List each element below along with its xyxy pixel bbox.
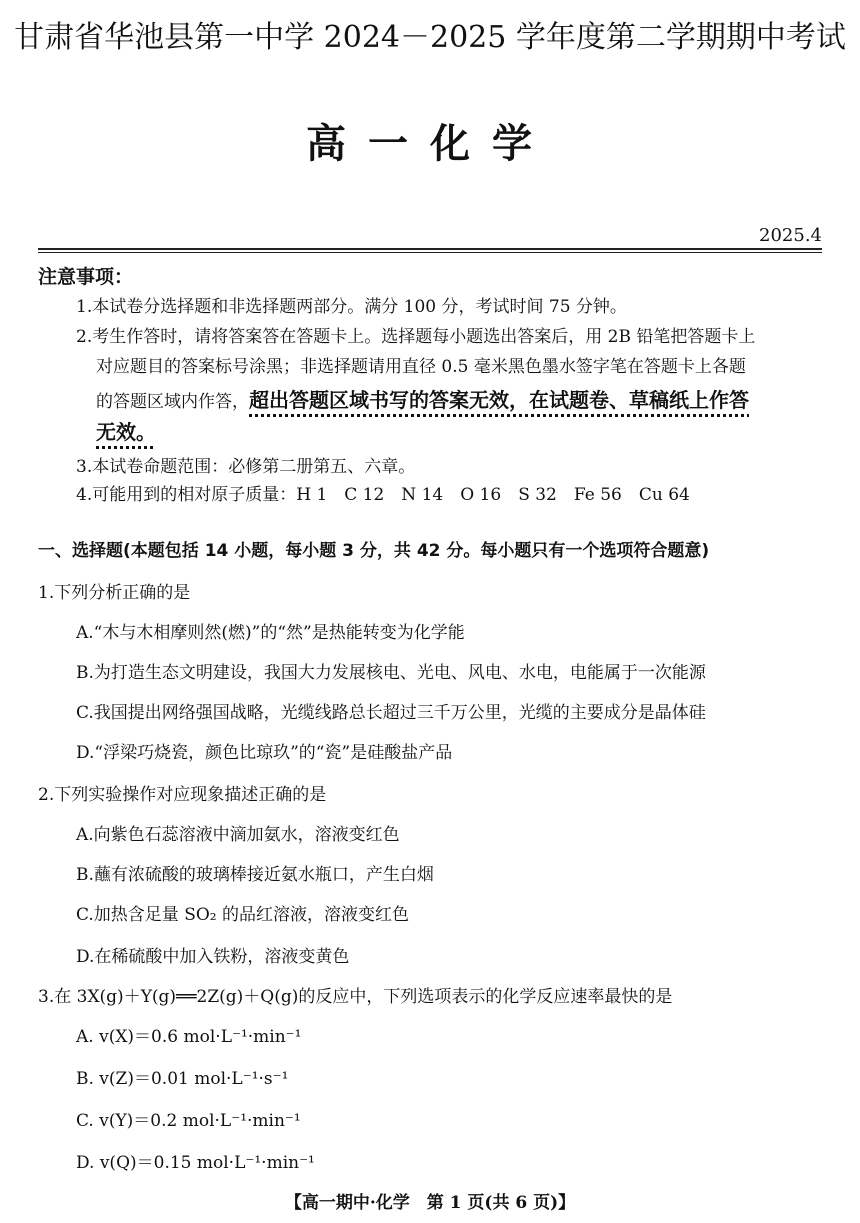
notice-heading: 注意事项： xyxy=(38,266,134,288)
question-1-option-b: B.为打造生态文明建设，我国大力发展核电、光电、风电、水电，电能属于一次能源 xyxy=(76,663,706,683)
section-1-heading: 一、选择题(本题包括 14 小题，每小题 3 分，共 42 分。每小题只有一个选项符合题意) xyxy=(38,541,710,561)
notice-emphasis-text-end: 无效。 xyxy=(96,420,156,444)
question-1-option-c: C.我国提出网络强国战略，光缆线路总长超过三千万公里，光缆的主要成分是晶体硅 xyxy=(76,703,706,723)
question-2-option-b: B.蘸有浓硫酸的玻璃棒接近氨水瓶口，产生白烟 xyxy=(76,865,434,885)
question-2-option-a: A.向紫色石蕊溶液中滴加氨水，溶液变红色 xyxy=(76,825,400,845)
question-2-stem: 2.下列实验操作对应现象描述正确的是 xyxy=(38,785,327,805)
exam-subject-title: 高一化学 xyxy=(306,120,554,167)
exam-date: 2025.4 xyxy=(759,225,822,246)
notice-item-2-line-3 xyxy=(96,384,749,413)
notice-item-2-line-1: 2.考生作答时，请将答案答在答题卡上。选择题每小题选出答案后，用 2B 铅笔把答题卡上 xyxy=(76,327,756,347)
question-2-option-c: C.加热含足量 SO₂ 的品红溶液，溶液变红色 xyxy=(76,905,410,925)
notice-item-4: 4.可能用到的相对原子质量：H 1 C 12 N 14 O 16 S 32 Fe 56 Cu 64 xyxy=(76,485,690,505)
page-footer: 【高一期中·化学 第 1 页(共 6 页)】 xyxy=(284,1193,576,1213)
notice-item-2-line-3-prefix: 的答题区域内作答， xyxy=(96,392,249,412)
notice-item-2-line-4 xyxy=(96,416,156,445)
notice-item-1: 1.本试卷分选择题和非选择题两部分。满分 100 分，考试时间 75 分钟。 xyxy=(76,297,627,317)
question-3-option-c: C. v(Y)＝0.2 mol·L⁻¹·min⁻¹ xyxy=(76,1111,301,1131)
question-3-option-a: A. v(X)＝0.6 mol·L⁻¹·min⁻¹ xyxy=(76,1027,302,1047)
question-3-stem: 3.在 3X(g)＋Y(g)══2Z(g)＋Q(g)的反应中，下列选项表示的化学反应速率最快的是 xyxy=(38,987,673,1007)
header-rule-thick xyxy=(38,248,822,250)
notice-emphasis-text: 超出答题区域书写的答案无效，在试题卷、草稿纸上作答 xyxy=(249,388,749,412)
question-1-option-a: A.“木与木相摩则然(燃)”的“然”是热能转变为化学能 xyxy=(76,623,465,643)
question-2-option-d: D.在稀硫酸中加入铁粉，溶液变黄色 xyxy=(76,947,350,967)
exam-school-title: 甘肃省华池县第一中学 2024－2025 学年度第二学期期中考试 xyxy=(14,20,846,55)
question-3-option-b: B. v(Z)＝0.01 mol·L⁻¹·s⁻¹ xyxy=(76,1069,289,1089)
question-1-option-d: D.“浮梁巧烧瓷，颜色比琼玖”的“瓷”是硅酸盐产品 xyxy=(76,743,453,763)
notice-item-2-line-2: 对应题目的答案标号涂黑；非选择题请用直径 0.5 毫米黑色墨水签字笔在答题卡上各题 xyxy=(96,357,746,377)
notice-item-3: 3.本试卷命题范围：必修第二册第五、六章。 xyxy=(76,457,416,477)
header-rule-thin xyxy=(38,252,822,253)
question-3-option-d: D. v(Q)＝0.15 mol·L⁻¹·min⁻¹ xyxy=(76,1153,315,1173)
question-1-stem: 1.下列分析正确的是 xyxy=(38,583,191,603)
